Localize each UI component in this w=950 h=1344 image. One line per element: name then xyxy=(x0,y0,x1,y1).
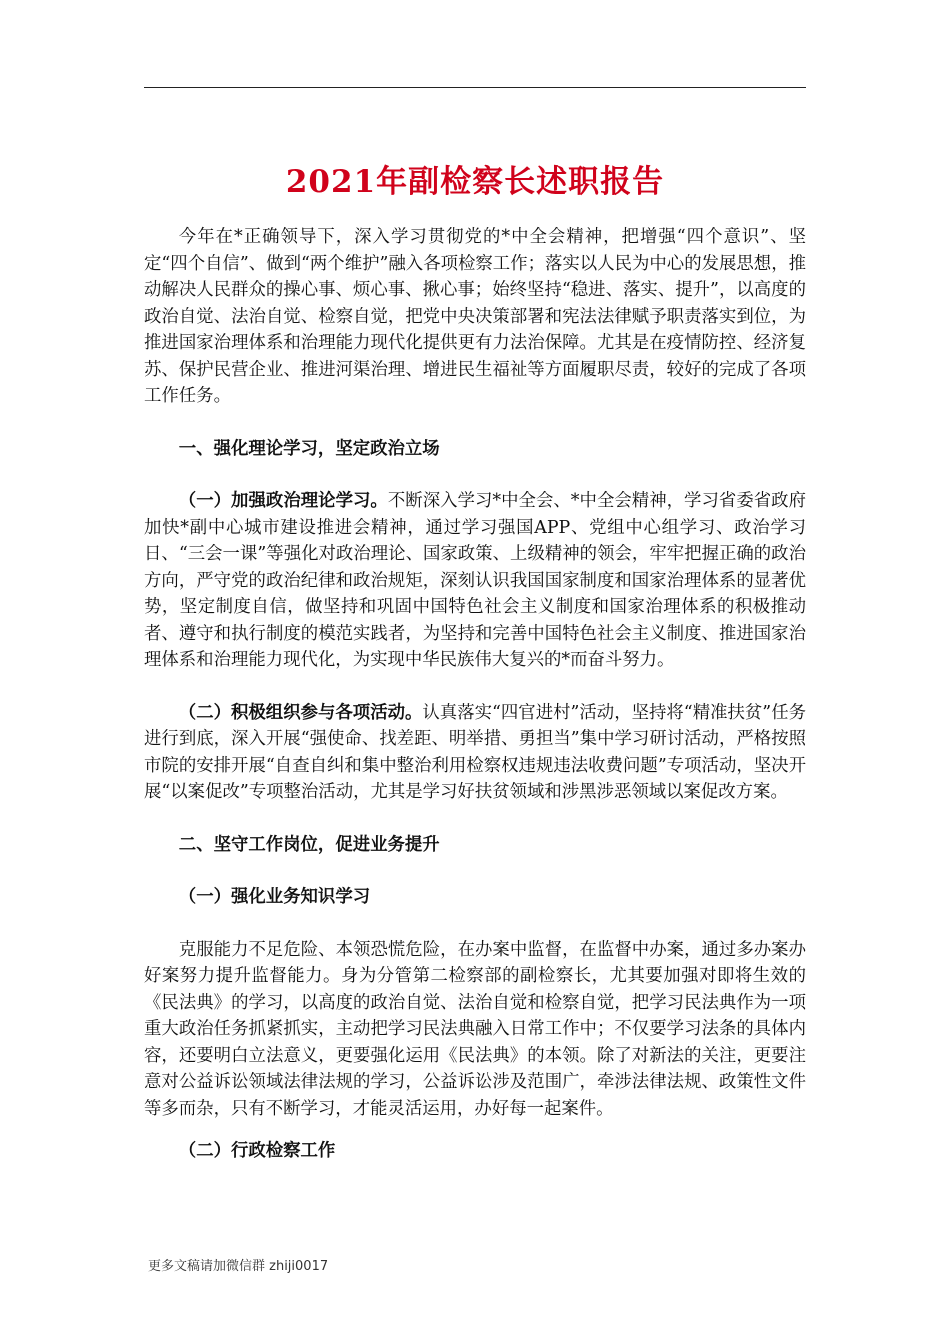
subheading-administrative-procuratorate: （二）行政检察工作 xyxy=(178,1141,336,1161)
intro-paragraph: 今年在*正确领导下，深入学习贯彻党的*中全会精神，把增强“四个意识”、坚定“四个自信”、做到“两个维护”融入各项检察工作；落实以人民为中心的发展思想，推动解决人民群众的操心事、烦心事、揪心事；始终坚持“稳进、落实、提升”，以高度的政治自觉、法治自觉、检察自觉，把党中央决策部署和宪法法律赋予职责落实到位，为推进国家治理体系和治理能力现代化提供更有力法治保障。尤其是在疫情防控、经济复苏、保护民营企业、推进河渠治理、增进民生福祉等方面履职尽责，较好的完成了各项工作任务。 xyxy=(144,227,806,406)
paragraph-political-study xyxy=(144,488,806,674)
section-heading-1: 一、强化理论学习，坚定政治立场 xyxy=(178,438,440,459)
section-heading-2: 二、坚守工作岗位，促进业务提升 xyxy=(178,834,440,855)
header-rule xyxy=(144,87,806,88)
document-title: 2021年副检察长述职报告 xyxy=(285,164,665,200)
paragraph-activities xyxy=(144,700,806,806)
document-body xyxy=(144,224,806,1191)
paragraph-lead: （二）积极组织参与各项活动。 xyxy=(178,702,423,723)
paragraph-knowledge-study: 克服能力不足危险、本领恐慌危险，在办案中监督，在监督中办案，通过多办案办好案努力提升监督能力。身为分管第二检察部的副检察长，尤其要加强对即将生效的《民法典》的学习，以高度的政治自觉、法治自觉和检察自觉，把学习民法典作为一项重大政治任务抓紧抓实，主动把学习民法典融入日常工作中；不仅要学习法条的具体内容，还要明白立法意义，更要强化运用《民法典》的本领。除了对新法的关注，更要注意对公益诉讼领域法律法规的学习，公益诉讼涉及范围广，牵涉法律法规、政策性文件等多而杂，只有不断学习，才能灵活运用，办好每一起案件。 xyxy=(144,939,806,1119)
subheading-knowledge-study: （一）强化业务知识学习 xyxy=(178,887,371,907)
paragraph-lead: （一）加强政治理论学习。 xyxy=(178,491,388,511)
paragraph-text: 不断深入学习*中全会、*中全会精神，学习省委省政府加快*副中心城市建设推进会精神，通过学习强国APP、党组中心组学习、政治学习日、“三会一课”等强化对政治理论、国家政策、上级精神的领会，牢牢把握正确的政治方向，严守党的政治纪律和政治规矩，深刻认识我国国家制度和国家治理体系的显著优势，坚定制度自信，做坚持和巩固中国特色社会主义制度和国家治理体系的积极推动者、遵守和执行制度的模范实践者，为坚持和完善中国特色社会主义制度、推进国家治理体系和治理能力现代化，为实现中华民族伟大复兴的*而奋斗努力。 xyxy=(144,491,806,670)
paragraph-text: 认真落实“四官进村”活动，坚持将“精准扶贫”任务进行到底，深入开展“强使命、找差距、明举措、勇担当”集中学习研讨活动，严格按照市院的安排开展“自查自纠和集中整治利用检察权违规违法收费问题”专项活动，坚决开展“以案促改”专项整治活动，尤其是学习好扶贫领域和涉黑涉恶领域以案促改方案。 xyxy=(144,702,806,802)
footer-note: 更多文稿请加微信群 zhiji0017 xyxy=(148,1259,329,1274)
